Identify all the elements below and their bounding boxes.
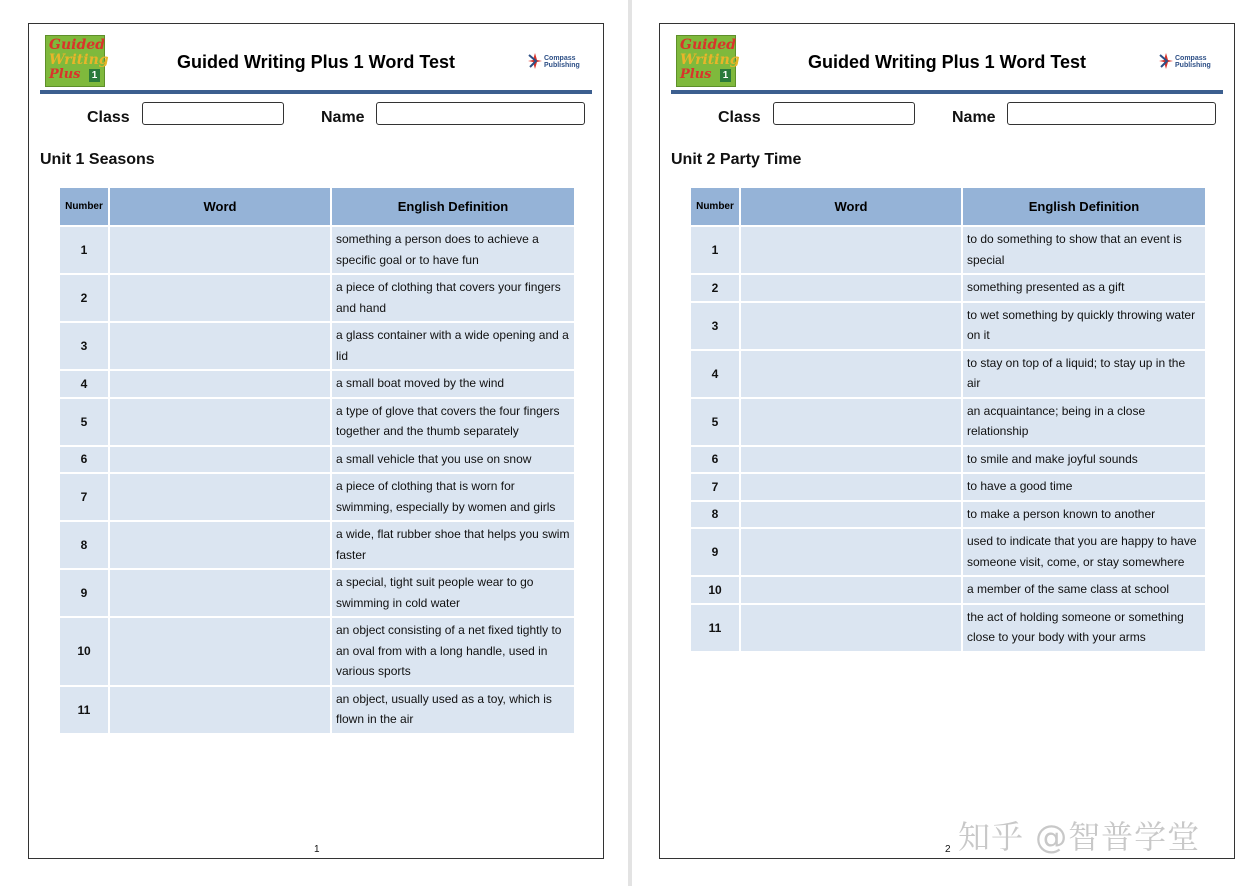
header-word: Word — [741, 188, 961, 225]
logo-line-3: Plus — [680, 67, 712, 82]
unit-title: Unit 2 Party Time — [671, 151, 802, 168]
word-answer-cell[interactable] — [110, 522, 330, 568]
table-header-row — [691, 188, 1205, 225]
row-number: 7 — [691, 474, 739, 500]
logo-level-badge: 1 — [720, 69, 731, 82]
word-answer-cell[interactable] — [110, 323, 330, 369]
page-gutter — [628, 0, 632, 886]
class-field[interactable] — [142, 102, 284, 125]
logo-line-3: Plus — [49, 67, 81, 82]
word-answer-cell[interactable] — [110, 474, 330, 520]
word-answer-cell[interactable] — [110, 275, 330, 321]
row-number: 11 — [60, 687, 108, 733]
table-row — [691, 605, 1205, 651]
table-row — [60, 447, 574, 473]
logo-level-badge: 1 — [89, 69, 100, 82]
name-field[interactable] — [1007, 102, 1216, 125]
word-answer-cell[interactable] — [741, 605, 961, 651]
page-title: Guided Writing Plus 1 Word Test — [176, 52, 455, 72]
table-row — [60, 618, 574, 685]
definition-cell: a member of the same class at school — [963, 577, 1205, 603]
logo-line-1: Guided — [49, 37, 105, 53]
row-number: 3 — [691, 303, 739, 349]
table-row — [691, 502, 1205, 528]
definition-cell: an object, usually used as a toy, which is flown in the air — [332, 687, 574, 733]
compass-publishing-logo — [1158, 52, 1216, 72]
table-body — [691, 227, 1205, 651]
definition-cell: a wide, flat rubber shoe that helps you swim faster — [332, 522, 574, 568]
table-header-row — [60, 188, 574, 225]
definition-cell: a special, tight suit people wear to go swimming in cold water — [332, 570, 574, 616]
row-number: 9 — [60, 570, 108, 616]
definition-cell: something presented as a gift — [963, 275, 1205, 301]
word-answer-cell[interactable] — [741, 227, 961, 273]
word-answer-cell[interactable] — [741, 577, 961, 603]
word-answer-cell[interactable] — [741, 351, 961, 397]
name-field[interactable] — [376, 102, 585, 125]
word-answer-cell[interactable] — [741, 303, 961, 349]
table-row — [691, 399, 1205, 445]
header-definition: English Definition — [332, 188, 574, 225]
name-label: Name — [321, 109, 365, 126]
definition-cell: to make a person known to another — [963, 502, 1205, 528]
table-row — [691, 447, 1205, 473]
definition-cell: a type of glove that covers the four fingers together and the thumb separately — [332, 399, 574, 445]
publisher-line-1: Compass — [544, 55, 576, 62]
row-number: 5 — [60, 399, 108, 445]
publisher-line-1: Compass — [1175, 55, 1207, 62]
word-answer-cell[interactable] — [110, 687, 330, 733]
word-answer-cell[interactable] — [741, 529, 961, 575]
word-test-table — [58, 186, 576, 735]
word-answer-cell[interactable] — [110, 447, 330, 473]
publisher-line-2: Publishing — [544, 62, 580, 69]
table-row — [60, 371, 574, 397]
definition-cell: an object consisting of a net fixed tightly to an oval from with a long handle, used in various sports — [332, 618, 574, 685]
page-number: 1 — [314, 844, 320, 855]
table-row — [60, 399, 574, 445]
class-field[interactable] — [773, 102, 915, 125]
definition-cell: a small vehicle that you use on snow — [332, 447, 574, 473]
word-answer-cell[interactable] — [110, 371, 330, 397]
watermark: 知乎 @智普学堂 — [958, 818, 1201, 856]
class-label: Class — [87, 109, 130, 126]
name-label: Name — [952, 109, 996, 126]
row-number: 10 — [691, 577, 739, 603]
table-row — [60, 474, 574, 520]
table-row — [691, 351, 1205, 397]
word-test-table — [689, 186, 1207, 653]
compass-star-icon — [527, 52, 543, 70]
header-number: Number — [60, 188, 108, 225]
unit-title: Unit 1 Seasons — [40, 151, 155, 168]
table-row — [691, 227, 1205, 273]
row-number: 7 — [60, 474, 108, 520]
definition-cell: a piece of clothing that covers your fingers and hand — [332, 275, 574, 321]
compass-publishing-logo — [527, 52, 585, 72]
definition-cell: a piece of clothing that is worn for swimming, especially by women and girls — [332, 474, 574, 520]
word-answer-cell[interactable] — [741, 399, 961, 445]
word-answer-cell[interactable] — [741, 447, 961, 473]
header-definition: English Definition — [963, 188, 1205, 225]
row-number: 3 — [60, 323, 108, 369]
definition-cell: a small boat moved by the wind — [332, 371, 574, 397]
definition-cell: something a person does to achieve a specific goal or to have fun — [332, 227, 574, 273]
table-row — [691, 577, 1205, 603]
row-number: 11 — [691, 605, 739, 651]
definition-cell: used to indicate that you are happy to have someone visit, come, or stay somewhere — [963, 529, 1205, 575]
row-number: 8 — [691, 502, 739, 528]
logo-line-1: Guided — [680, 37, 736, 53]
word-answer-cell[interactable] — [110, 227, 330, 273]
row-number: 6 — [691, 447, 739, 473]
table-row — [60, 227, 574, 273]
class-label: Class — [718, 109, 761, 126]
page-title: Guided Writing Plus 1 Word Test — [807, 52, 1086, 72]
table-row — [691, 275, 1205, 301]
table-row — [691, 529, 1205, 575]
header-number: Number — [691, 188, 739, 225]
word-answer-cell[interactable] — [741, 474, 961, 500]
logo-line-2: Writing — [49, 52, 109, 68]
definition-cell: to smile and make joyful sounds — [963, 447, 1205, 473]
page-number: 2 — [945, 844, 951, 855]
table-row — [691, 303, 1205, 349]
table-row — [60, 522, 574, 568]
row-number: 4 — [60, 371, 108, 397]
row-number: 6 — [60, 447, 108, 473]
worksheet-page-1 — [28, 23, 604, 859]
definition-cell: to do something to show that an event is special — [963, 227, 1205, 273]
publisher-name — [1175, 55, 1217, 69]
word-answer-cell[interactable] — [110, 570, 330, 616]
table-row — [60, 323, 574, 369]
worksheet-page-2 — [659, 23, 1235, 859]
table-body — [60, 227, 574, 733]
row-number: 10 — [60, 618, 108, 685]
word-answer-cell[interactable] — [110, 399, 330, 445]
row-number: 2 — [60, 275, 108, 321]
definition-cell: a glass container with a wide opening and a lid — [332, 323, 574, 369]
header-rule — [40, 90, 592, 94]
row-number: 1 — [691, 227, 739, 273]
table-row — [60, 570, 574, 616]
logo-line-2: Writing — [680, 52, 740, 68]
word-answer-cell[interactable] — [110, 618, 330, 685]
header-rule — [671, 90, 1223, 94]
row-number: 8 — [60, 522, 108, 568]
row-number: 5 — [691, 399, 739, 445]
word-answer-cell[interactable] — [741, 502, 961, 528]
compass-star-icon — [1158, 52, 1174, 70]
definition-cell: to have a good time — [963, 474, 1205, 500]
header-word: Word — [110, 188, 330, 225]
word-answer-cell[interactable] — [741, 275, 961, 301]
table-row — [691, 474, 1205, 500]
table-row — [60, 275, 574, 321]
row-number: 2 — [691, 275, 739, 301]
row-number: 1 — [60, 227, 108, 273]
row-number: 9 — [691, 529, 739, 575]
definition-cell: an acquaintance; being in a close relationship — [963, 399, 1205, 445]
publisher-name — [544, 55, 586, 69]
definition-cell: to stay on top of a liquid; to stay up in the air — [963, 351, 1205, 397]
definition-cell: the act of holding someone or something close to your body with your arms — [963, 605, 1205, 651]
row-number: 4 — [691, 351, 739, 397]
table-row — [60, 687, 574, 733]
definition-cell: to wet something by quickly throwing water on it — [963, 303, 1205, 349]
publisher-line-2: Publishing — [1175, 62, 1211, 69]
